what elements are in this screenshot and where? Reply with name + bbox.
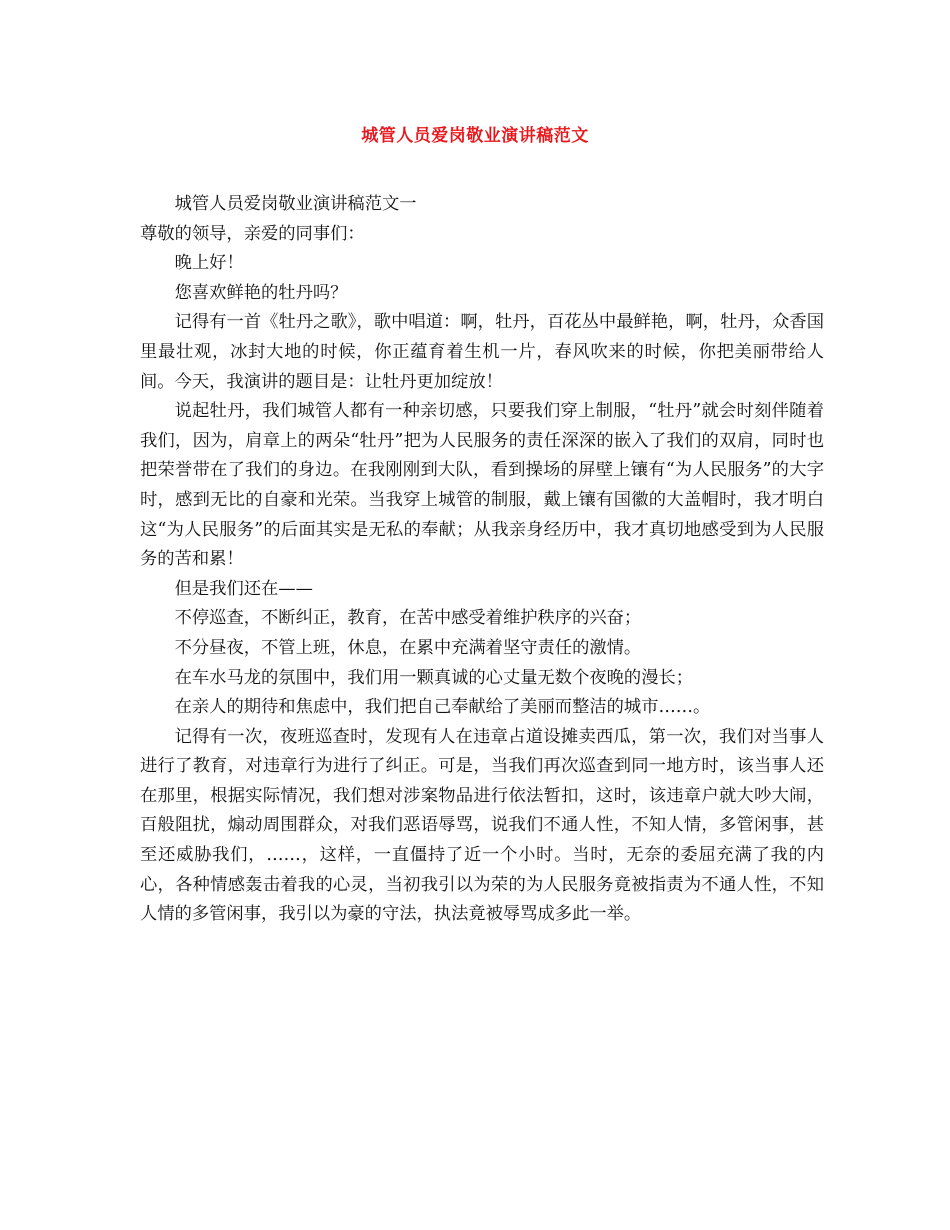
paragraph: 不停巡查，不断纠正，教育，在苦中感受着维护秩序的兴奋； bbox=[174, 608, 642, 629]
paragraph: 在亲人的期待和焦虑中，我们把自己奉献给了美丽而整洁的城市……。 bbox=[174, 697, 711, 718]
paragraph: 但是我们还在—— bbox=[174, 578, 313, 599]
paragraph: 在车水马龙的氛围中，我们用一颗真诚的心丈量无数个夜晚的漫长； bbox=[174, 667, 694, 688]
paragraph: 记得有一首《牡丹之歌》，歌中唱道：啊，牡丹，百花丛中最鲜艳，啊，牡丹，众香国里最壮观，冰封大地的时候，你正蕴育着生机一片，春风吹来的时候，你把美丽带给人间。今天，我演讲的题目是：让牡丹更加绽放！ bbox=[140, 312, 824, 392]
paragraph: 说起牡丹，我们城管人都有一种亲切感，只要我们穿上制服，“牡丹”就会时刻伴随着我们，因为，肩章上的两朵“牡丹”把为人民服务的责任深深的嵌入了我们的双肩，同时也把荣誉带在了我们的身边。在我刚刚到大队，看到操场的屏壁上镶有“为人民服务”的大字时，感到无比的自豪和光荣。当我穿上城管的制服，戴上镶有国徽的大盖帽时，我才明白这“为人民服务”的后面其实是无私的奉献；从我亲身经历中，我才真切地感受到为人民服务的苦和累！ bbox=[140, 401, 824, 570]
paragraph-salutation: 尊敬的领导，亲爱的同事们： bbox=[140, 223, 365, 244]
document-title: 城管人员爱岗敬业演讲稿范文 bbox=[361, 126, 589, 146]
paragraph-greeting: 晚上好！ bbox=[174, 253, 244, 274]
document-body bbox=[140, 190, 824, 930]
paragraph: 记得有一次，夜班巡查时，发现有人在违章占道设摊卖西瓜，第一次，我们对当事人进行了教育，对违章行为进行了纠正。可是，当我们再次巡查到同一地方时，该当事人还在那里，根据实际情况，我们想对涉案物品进行依法暂扣，这时，该违章户就大吵大闹，百般阻扰，煽动周围群众，对我们恶语辱骂，说我们不通人性，不知人情，多管闲事，甚至还威胁我们，……，这样，一直僵持了近一个小时。当时，无奈的委屈充满了我的内心，各种情感轰击着我的心灵，当初我引以为荣的为人民服务竟被指责为不通人性，不知人情的多管闲事，我引以为豪的守法，执法竟被辱骂成多此一举。 bbox=[140, 726, 824, 925]
paragraph: 不分昼夜，不管上班，休息，在累中充满着坚守责任的激情。 bbox=[174, 637, 642, 658]
paragraph-question: 您喜欢鲜艳的牡丹吗？ bbox=[174, 282, 348, 303]
paragraph-section-heading: 城管人员爱岗敬业演讲稿范文一 bbox=[174, 194, 417, 214]
